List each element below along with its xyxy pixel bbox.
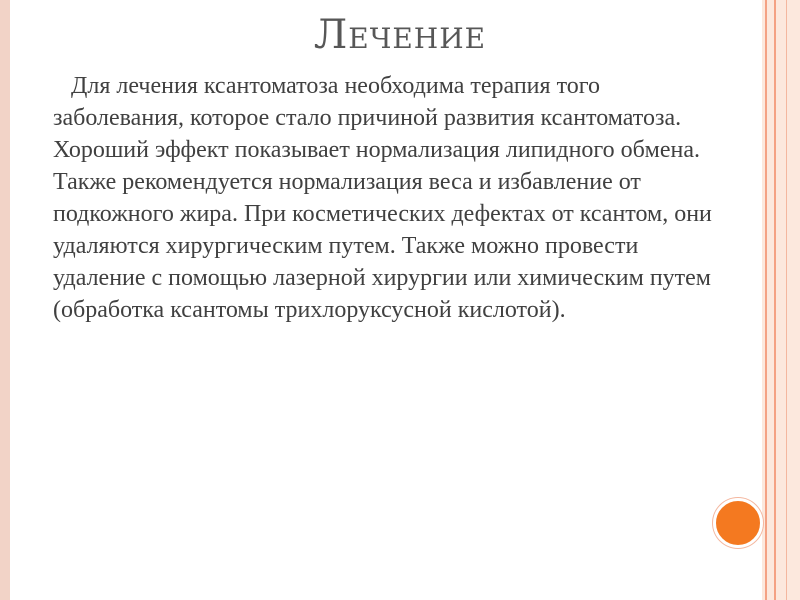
right-border-strip: [762, 0, 800, 600]
slide-title: Лечение: [313, 12, 487, 58]
right-border-line: [786, 0, 787, 600]
slide-body-text: Для лечения ксантоматоза необходима терапия того заболевания, которое стало причиной развития ксантоматоза. Хороший эффект показывает нормализация липидного обмена. Также рекомендуется нормализация веса и избавление от подкожного жира. При косметических дефектах от ксантом, они удаляются хирургическим путем. Также можно провести удаление с помощью лазерной хирургии или химическим путем (обработка ксантомы трихлоруксусной кислотой).: [53, 73, 712, 323]
right-border-line: [774, 0, 776, 600]
right-border-line: [765, 0, 767, 600]
decorative-orange-circle: [713, 498, 763, 548]
left-border-strip: [0, 0, 10, 600]
